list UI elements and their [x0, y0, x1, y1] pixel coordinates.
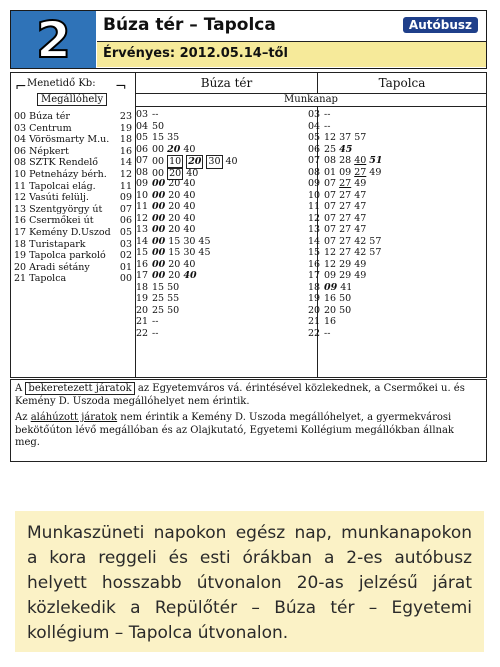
departure-minute: 00: [152, 270, 166, 281]
departure-minute: --: [152, 327, 159, 339]
departure-row: [308, 213, 481, 225]
departure-minute: 30: [183, 235, 196, 247]
departure-row: [136, 132, 309, 144]
note-text: nem érintik a Kemény D. Uszoda megállóhelyet, a gyermekvárosi bekötőúton lévő megállóban és az Olajkutató, Egyetemi Kollégium megállókban állnak meg.: [15, 412, 454, 448]
stop-row: [14, 134, 132, 146]
departure-hour: 16: [308, 258, 321, 270]
departure-minute: 57: [354, 132, 367, 143]
departure-minute: 40: [183, 224, 196, 235]
departure-minute: 20: [168, 212, 181, 224]
departure-minute: 40: [354, 155, 367, 166]
departure-minute: 47: [354, 189, 367, 201]
departure-minute: 20: [188, 156, 202, 167]
departure-minutes: [152, 190, 198, 202]
departure-row: [136, 316, 309, 328]
departure-hour: 20: [136, 304, 149, 316]
departure-minute: 40: [186, 167, 199, 179]
travel-time-label: Menetidő Kb:: [27, 78, 96, 89]
departure-minute: --: [324, 109, 331, 120]
departure-minute: 08: [324, 155, 337, 166]
departure-minute: 25: [324, 143, 337, 155]
departure-minute: 45: [198, 247, 211, 258]
departure-minutes: [324, 213, 369, 225]
departure-minute: 47: [354, 201, 367, 212]
departure-minute: 40: [183, 258, 196, 270]
departure-row: [308, 293, 481, 305]
stop-row: [14, 204, 132, 216]
holiday-notice-text: Munkaszüneti napokon egész nap, munkanapokon a kora reggeli és esti órákban a 2-es autóbusz helyett hosszabb útvonalon 20-as jelzésű járat közlekedik a Repülőtér – Búza tér – Egyetemi kollégium – Tapolca útvonalon.: [27, 523, 472, 643]
departure-minute: 15: [168, 247, 181, 258]
stop-travel-minutes: 12: [119, 168, 132, 180]
departure-row: [136, 224, 309, 236]
departure-hour: 11: [308, 201, 321, 212]
departure-minutes: [152, 282, 182, 294]
departure-minutes: [152, 328, 161, 340]
departure-hour: 22: [136, 327, 149, 339]
departure-minutes: [152, 121, 167, 133]
departure-minute: 15: [168, 235, 181, 247]
note-text: Az: [15, 412, 28, 423]
departure-minute: 40: [183, 178, 196, 189]
departure-hour: 21: [136, 316, 149, 327]
departure-minute: 01: [324, 166, 337, 178]
departure-minutes: [324, 316, 339, 328]
departure-row: [136, 167, 309, 179]
note-boxed: [15, 383, 482, 408]
departure-row: [136, 144, 309, 156]
stop-name: 04 Vörösmarty M.u.: [14, 134, 110, 146]
departure-minute: 07: [324, 189, 337, 201]
departure-minute: 12: [324, 258, 337, 270]
departure-minute: 30: [183, 247, 196, 258]
departure-row: [136, 282, 309, 294]
departure-minute: 27: [354, 166, 367, 178]
stop-row: [14, 123, 132, 135]
departure-hour: 22: [308, 327, 321, 339]
validity-bar: [97, 42, 486, 67]
stop-row: [14, 157, 132, 169]
direction-header-buza-ter: Búza tér: [136, 73, 318, 94]
stop-travel-minutes: 16: [119, 145, 132, 157]
departure-minute: --: [152, 109, 159, 120]
departure-minute: 20: [168, 270, 181, 281]
day-type-label: Munkanap: [136, 94, 486, 107]
stop-travel-minutes: 09: [119, 192, 132, 204]
stop-travel-minutes: 14: [119, 157, 132, 169]
departure-hour: 17: [308, 270, 321, 281]
departure-row: [308, 316, 481, 328]
stop-name: 19 Tapolca parkoló: [14, 250, 106, 262]
departure-minute: 49: [354, 258, 367, 270]
departure-minute: 45: [198, 235, 211, 247]
route-number: 2: [36, 10, 71, 69]
stop-name: 00 Búza tér: [14, 111, 70, 122]
departure-minutes: [324, 121, 333, 133]
departure-minute: 40: [183, 212, 196, 224]
departure-minute: 00: [152, 201, 166, 212]
departure-hour: 07: [308, 155, 321, 166]
stop-row: [14, 239, 132, 251]
departure-minute: 07: [324, 212, 337, 224]
departure-minute: 00: [152, 189, 166, 201]
departure-minutes: [152, 247, 214, 259]
departure-minute: 20: [168, 189, 181, 201]
departure-hour: 06: [308, 143, 321, 155]
stop-name: 10 Petneházy bérh.: [14, 168, 107, 180]
departure-minute: 16: [324, 316, 337, 327]
departure-minute: 50: [167, 281, 180, 293]
departure-minute: 07: [324, 201, 337, 212]
departure-minute: 40: [183, 270, 197, 281]
stop-row: [14, 227, 132, 239]
departure-row: [136, 247, 309, 259]
departure-row: [136, 201, 309, 213]
departure-hour: 19: [136, 293, 149, 304]
departure-minute: 40: [183, 201, 196, 212]
departure-hour: 20: [308, 304, 321, 316]
departure-row: [308, 259, 481, 271]
stop-travel-minutes: 07: [119, 203, 132, 215]
stop-travel-minutes: 06: [119, 215, 132, 227]
departure-hour: 10: [308, 189, 321, 201]
departure-minutes: [324, 328, 333, 340]
departure-minute: 00: [152, 178, 166, 189]
departure-hour: 15: [136, 247, 149, 258]
departure-minute: 20: [169, 167, 182, 179]
departure-minute: --: [152, 316, 159, 327]
departure-minutes: [324, 305, 354, 317]
departure-minute: 57: [369, 247, 382, 258]
stop-travel-minutes: 01: [119, 261, 132, 273]
departure-row: [136, 190, 309, 202]
departure-minute: 00: [152, 212, 166, 224]
departure-minutes: [324, 155, 386, 167]
departure-minutes: [324, 247, 384, 259]
departure-hour: 12: [308, 212, 321, 224]
departure-minute: 47: [354, 224, 367, 235]
stop-travel-minutes: 18: [119, 134, 132, 146]
direction-header-tapolca: Tapolca: [318, 73, 486, 94]
stop-row: [14, 111, 132, 123]
departure-minute: 27: [339, 224, 352, 235]
departure-minutes: [152, 293, 182, 305]
departure-row: [308, 305, 481, 317]
route-title-bar: [97, 11, 486, 42]
departure-minute: 00: [152, 224, 166, 235]
departure-hour: 14: [136, 235, 149, 247]
departure-row: [308, 282, 481, 294]
departure-minute: 25: [152, 304, 165, 316]
stop-name: 03 Centrum: [14, 122, 72, 134]
departure-minute: 07: [324, 224, 337, 235]
departure-minute: 35: [167, 132, 180, 143]
timetable-notes: [10, 379, 487, 462]
departure-minute: 47: [354, 212, 367, 224]
departures-buza-ter: [136, 109, 309, 339]
departure-hour: 06: [136, 143, 149, 155]
departure-hour: 03: [308, 109, 321, 120]
stop-travel-minutes: 00: [119, 273, 132, 285]
departure-minute: 50: [167, 304, 180, 316]
departure-minute: 27: [339, 178, 352, 189]
stop-row: [14, 250, 132, 262]
departure-row: [308, 121, 481, 133]
departure-hour: 04: [308, 120, 321, 132]
holiday-notice: [15, 511, 484, 652]
departure-row: [136, 155, 309, 167]
departure-row: [136, 259, 309, 271]
stop-name: 08 SZTK Rendelő: [14, 157, 99, 169]
departure-minute: 27: [339, 235, 352, 247]
departure-row: [308, 155, 481, 167]
departure-minutes: [152, 236, 214, 248]
departure-minute: 42: [354, 247, 367, 258]
departure-minute: 49: [354, 270, 367, 281]
departure-minute: 20: [168, 258, 181, 270]
stop-row: [14, 273, 132, 285]
departure-minute: 27: [339, 189, 352, 201]
bracket-right: ¬: [115, 79, 127, 95]
departure-minute: 40: [183, 189, 196, 201]
stop-row: [14, 192, 132, 204]
departure-minute: 07: [324, 235, 337, 247]
departure-minutes: [152, 305, 182, 317]
departure-row: [136, 121, 309, 133]
departure-minute: 45: [339, 143, 353, 155]
departure-minutes: [152, 201, 198, 213]
departure-minutes: [152, 144, 198, 156]
departure-hour: 16: [136, 258, 149, 270]
departure-minute: 42: [354, 235, 367, 247]
departure-minute: 09: [324, 270, 337, 281]
note-underlined: [15, 412, 482, 450]
departure-minute: 15: [152, 281, 165, 293]
departure-minutes: [324, 236, 384, 248]
departure-row: [308, 270, 481, 282]
stop-name: 06 Népkert: [14, 145, 69, 157]
departure-hour: 04: [136, 120, 149, 132]
departure-minute: --: [324, 327, 331, 339]
departure-minutes: [324, 109, 333, 121]
departure-minutes: [324, 178, 369, 190]
stop-travel-minutes: 19: [119, 122, 132, 134]
stop-row: [14, 169, 132, 181]
departure-minute: 28: [339, 155, 352, 166]
departure-hour: 09: [136, 178, 149, 189]
departure-minute: 50: [152, 120, 165, 132]
departure-minutes: [152, 259, 198, 271]
departure-minute: 09: [324, 281, 338, 293]
departure-hour: 03: [136, 109, 149, 120]
departure-minute: 12: [324, 247, 337, 258]
departure-row: [308, 224, 481, 236]
departure-hour: 14: [308, 235, 321, 247]
note-text: A: [15, 383, 23, 394]
departure-hour: 13: [136, 224, 149, 235]
stop-row: [14, 146, 132, 158]
departure-row: [136, 178, 309, 190]
timetable-sheet: [10, 10, 487, 462]
stop-list: [14, 111, 132, 285]
departure-hour: 12: [136, 212, 149, 224]
stop-name: 12 Vasúti felülj.: [14, 192, 89, 204]
departure-minute: 25: [152, 293, 165, 304]
departure-minutes: [152, 316, 161, 328]
departure-minutes: [152, 132, 182, 144]
departure-minute: 00: [152, 143, 165, 155]
departure-row: [136, 109, 309, 121]
departure-minutes: [324, 201, 369, 213]
schedule-table: [10, 72, 487, 378]
departure-minutes: [324, 293, 354, 305]
timetable-header: [10, 10, 487, 69]
departure-row: [308, 167, 481, 179]
stop-name: 18 Turistapark: [14, 238, 86, 250]
departure-row: [136, 305, 309, 317]
departure-minutes: [152, 213, 198, 225]
departure-hour: 17: [136, 270, 149, 281]
departure-minute: 09: [339, 166, 352, 178]
note-text: az Egyetemváros vá. érintésével közlekednek, a Csermőkei u. és Kemény D. Uszoda megállóhelyet nem érintik.: [15, 383, 465, 407]
departure-hour: 21: [308, 316, 321, 327]
departure-minute: 20: [168, 201, 181, 212]
departure-minute: 16: [324, 293, 337, 304]
stop-row: [14, 181, 132, 193]
stop-travel-minutes: 03: [119, 238, 132, 250]
departure-minute: 00: [152, 247, 166, 258]
stops-column: [11, 73, 136, 377]
departure-minute: --: [324, 120, 331, 132]
departure-minutes: [324, 190, 369, 202]
stop-travel-minutes: 11: [119, 180, 132, 192]
route-number-box: [11, 11, 96, 68]
stop-row: [14, 215, 132, 227]
departure-minute: 40: [183, 143, 196, 155]
departure-row: [136, 213, 309, 225]
departure-hour: 05: [136, 132, 149, 143]
stop-row: [14, 262, 132, 274]
departure-minute: 00: [152, 167, 165, 179]
departure-minutes: [324, 132, 369, 144]
bracket-left: ⌐: [15, 79, 27, 95]
departure-minute: 27: [339, 201, 352, 212]
departure-minute: 15: [152, 132, 165, 143]
departure-hour: 08: [308, 166, 321, 178]
departure-minute: 50: [339, 304, 352, 316]
departure-minute: 27: [339, 247, 352, 258]
stop-name: 16 Csermőkei út: [14, 215, 94, 227]
departure-row: [308, 109, 481, 121]
stop-name: 17 Kemény D.Uszod: [14, 226, 111, 238]
departure-row: [308, 144, 481, 156]
departure-minute: 10: [169, 156, 182, 167]
departure-minute: 55: [167, 293, 180, 304]
departure-minute: 07: [324, 178, 337, 189]
departure-minutes: [324, 224, 369, 236]
stop-travel-minutes: 05: [119, 226, 132, 238]
departure-hour: 13: [308, 224, 321, 235]
departure-minutes: [324, 259, 369, 271]
departure-minute: 40: [225, 156, 238, 167]
departure-minute: 27: [339, 212, 352, 224]
departure-minutes: [152, 178, 198, 190]
departure-minute: 49: [369, 166, 382, 178]
departure-hour: 15: [308, 247, 321, 258]
departure-minute: 29: [339, 270, 352, 281]
validity-text: Érvényes: 2012.05.14–től: [103, 46, 288, 61]
departure-minute: 50: [339, 293, 352, 304]
stop-name: 21 Tapolca: [14, 273, 67, 285]
departure-row: [136, 293, 309, 305]
stop-name: 11 Tapolcai elág.: [14, 180, 96, 192]
note-underlined-label: aláhúzott járatok: [30, 412, 118, 423]
departure-minute: 00: [152, 258, 166, 270]
departure-minutes: [324, 144, 355, 156]
stop-name: 13 Szentgyörgy út: [14, 203, 103, 215]
departure-hour: 10: [136, 189, 149, 201]
departure-minutes: [324, 270, 369, 282]
stop-travel-minutes: 02: [119, 250, 132, 262]
departure-minute: 51: [369, 155, 383, 166]
departure-minutes: [152, 270, 200, 282]
departure-hour: 08: [136, 166, 149, 178]
stop-name: 20 Aradi sétány: [14, 261, 90, 273]
departure-minute: 37: [339, 132, 352, 143]
stop-travel-minutes: 23: [119, 111, 132, 122]
departure-row: [136, 236, 309, 248]
departure-hour: 09: [308, 178, 321, 189]
departure-row: [308, 236, 481, 248]
departure-minute: 30: [208, 156, 221, 167]
departure-row: [136, 270, 309, 282]
departure-row: [308, 247, 481, 259]
departure-row: [308, 328, 481, 340]
note-boxed-label: bekeretezett járatok: [25, 382, 134, 395]
route-title: Búza tér – Tapolca: [103, 15, 276, 35]
departure-minute: 12: [324, 132, 337, 143]
departure-minute: 00: [152, 156, 165, 167]
departure-minutes: [152, 224, 198, 236]
departure-minute: 20: [168, 178, 181, 189]
departure-minute: 29: [339, 258, 352, 270]
departure-minute: 20: [324, 304, 337, 316]
departure-row: [308, 201, 481, 213]
departure-hour: 19: [308, 293, 321, 304]
departure-hour: 07: [136, 155, 149, 166]
departure-row: [136, 328, 309, 340]
departure-hour: 11: [136, 201, 149, 212]
departure-minute: 20: [167, 143, 181, 155]
departures-tapolca: [308, 109, 481, 339]
departure-hour: 05: [308, 132, 321, 143]
departure-minute: 20: [168, 224, 181, 235]
departure-minute: 00: [152, 235, 166, 247]
departure-row: [308, 132, 481, 144]
departure-minutes: [324, 167, 384, 179]
departure-minute: 57: [369, 235, 382, 247]
departure-hour: 18: [136, 281, 149, 293]
departure-minute: 41: [340, 281, 353, 293]
stop-label: Megállóhely: [37, 93, 107, 106]
departure-minutes: [152, 109, 161, 121]
departure-minute: 49: [354, 178, 367, 189]
departure-row: [308, 178, 481, 190]
vehicle-type-badge: Autóbusz: [403, 17, 478, 33]
departure-minutes: [324, 282, 355, 294]
departure-row: [308, 190, 481, 202]
departure-hour: 18: [308, 281, 321, 293]
